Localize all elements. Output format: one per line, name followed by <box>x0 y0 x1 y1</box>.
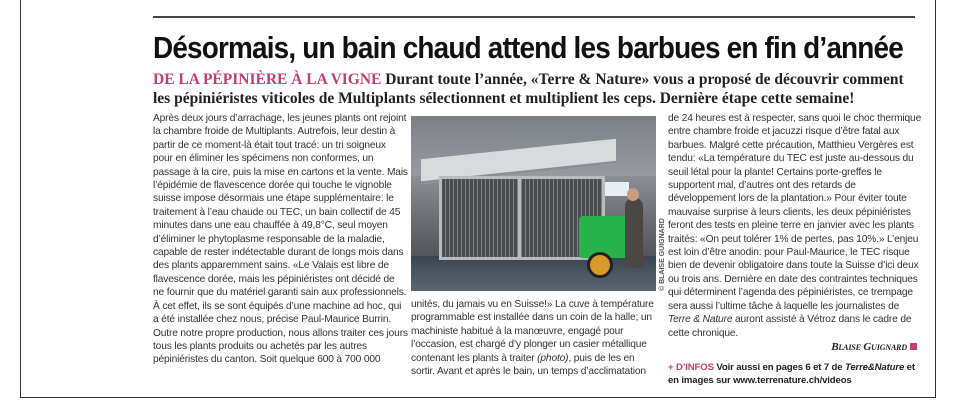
photo-window <box>601 182 629 196</box>
photo-floor <box>411 256 656 291</box>
more-info-label: + D’INFOS <box>668 362 714 374</box>
column-3-text-b: auront assisté à Vétroz dans le cadre de cette chronique. <box>668 314 912 339</box>
column-2 <box>411 298 661 378</box>
column-1-text: Après deux jours d’arrachage, les jeunes plants ont rejoint la chambre froide de Multiplants. Autrefois, leur destin à partir de ce moment-là était tout tracé: un tri soigneux pour en éliminer les spécimens non conformes, un passage à la cire, puis la mise en cartons et la vente. Mais l’épidémie de flavescence dorée qui touche le vignoble suisse impose désormais une étape supplémentaire: le traitement à l’eau chaude ou TEC, un bain collectif de 45 minutes dans une eau chauffée à 49,8°C, seul moyen d’éliminer le phytoplasme responsable de la maladie, capable de rester indétectable durant de longs mois dans des plants apparemment sains. «Le Valais est libre de flavescence dorée, mais les pépiniéristes ont décidé de ne fournir que du matériel garanti sain aux professionnels. À cet effet, ils se sont équipés d’une machine ad hoc, qui a été installée chez nous, précise Paul-Maurice Burrin. Outre notre propre production, nous allons traiter ces jours tous les plants produits ou achetés par les autres pépiniéristes du canton. Soit quelque 600 à 700 000 <box>153 113 408 366</box>
headline: Désormais, un bain chaud attend les barbues en fin d’année <box>153 30 903 65</box>
lede-kicker: DE LA PÉPINIÈRE À LA VIGNE <box>153 71 382 88</box>
top-rule <box>153 16 915 18</box>
byline <box>668 341 923 354</box>
column-2-text-b: , puis de les en sortir. Avant et après le bain, un temps d’acclimatation <box>411 352 646 378</box>
more-info-text-a: Voir aussi en pages 6 et 7 de <box>713 362 845 374</box>
article-photo <box>411 116 656 291</box>
end-square-icon <box>910 343 917 350</box>
column-2-text-a: unités, du jamais vu en Suisse!» La cuve à température programmable est installée dans un coin de la halle; un machiniste habitué à la manœuvre, engagé pour l’occasion, est chargé d’y plonger un casier métallique contenant les plants à traiter <box>411 299 654 364</box>
publication-name: Terre & Nature <box>668 314 733 326</box>
photo-person-head <box>627 188 639 201</box>
column-2-text <box>411 298 661 378</box>
lede-text: Durant toute l’année, «Terre & Nature» vous a proposé de découvrir comment les pépiniéristes viticoles de Multiplants sélectionnent et multiplient les ceps. Dernière étape cette semaine! <box>153 71 904 107</box>
more-info-publication: Terre&Nature <box>844 362 905 374</box>
lede <box>153 70 923 108</box>
more-info <box>668 362 923 387</box>
more-info-text-b: et en images sur www.terrenature.ch/videos <box>668 362 915 386</box>
column-3 <box>668 112 923 387</box>
photo-reference: (photo) <box>537 352 569 364</box>
byline-author: Blaise Guignard <box>831 340 907 353</box>
photo-wheel <box>587 252 613 278</box>
column-3-text-a: de 24 heures est à respecter, sans quoi le choc thermique entre chambre froide et jacuzzi risque d’être fatal aux barbues. Malgré cette précaution, Matthieu Vergères est tendu: «La température du TEC est juste au-dessous du seuil létal pour la plante! Certains porte-greffes le supportent mal, d’autres ont des retards de développement lors de la plantation.» Pour éviter toute mauvaise surprise à leurs clients, les deux pépiniéristes feront des tests en pleine terre en janvier avec les plants traités: «On peut tolérer 1% de pertes, pas 10%.» L’enjeu est loin d’être anodin: pour Paul-Maurice, le TEC risque bien de devenir obligatoire dans toute la Suisse d’ici deux ou trois ans. Dernière en date des contraintes techniques qui déterminent l’agenda des pépiniéristes, ce trempage sera aussi l’ultime tâche à laquelle les journalistes de <box>668 113 922 312</box>
column-1 <box>153 112 408 367</box>
column-3-text <box>668 112 923 340</box>
photo-person <box>625 198 643 268</box>
photo-credit: © BLAISE GUIGNARD <box>659 218 666 291</box>
